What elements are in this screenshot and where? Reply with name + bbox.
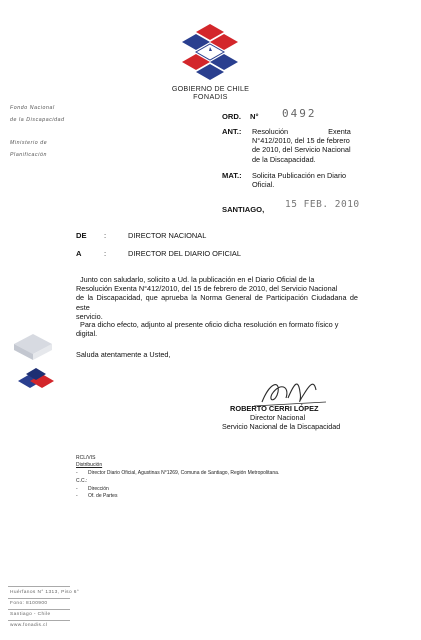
de-colon: : <box>104 231 107 240</box>
sidebar-line-4: Planificación <box>10 152 47 158</box>
footer-phone: Fono: 8100900 <box>10 601 48 606</box>
santiago-label: SANTIAGO, <box>222 205 265 214</box>
a-value: DIRECTOR DEL DIARIO OFICIAL <box>128 249 241 258</box>
cc-bullet-2: - <box>76 493 78 499</box>
initials: RCL/VIS <box>76 455 96 461</box>
signature-org: Servicio Nacional de la Discapacidad <box>222 422 341 431</box>
p1-line-4: servicio. <box>76 311 103 321</box>
sidebar-line-1: Fondo Nacional <box>10 105 55 111</box>
signature-title: Director Nacional <box>250 413 306 422</box>
date-stamp: 15 FEB. 2010 <box>285 199 360 210</box>
ord-label: ORD. <box>222 112 241 121</box>
distribution-line-1: Director Diario Oficial, Agustinas N°1269, Comuna de Santiago, Región Metropolitana. <box>88 470 280 476</box>
body-paragraph-1 <box>76 275 358 321</box>
sidebar-line-2: de la Discapacidad <box>10 117 65 123</box>
footer-website[interactable]: www.fonadis.cl <box>10 623 48 628</box>
mat-line-2: Oficial. <box>252 180 275 190</box>
cc-item-2: Of. de Partes <box>88 493 118 499</box>
ord-number-stamp: 0492 <box>282 107 317 120</box>
p2-line-1: Para dicho efecto, adjunto al presente oficio dicha resolución en formato físico y <box>80 320 339 329</box>
footer-rule-1 <box>8 586 70 587</box>
signature-name: ROBERTO CERRI LÓPEZ <box>230 404 319 413</box>
footer-rule-4 <box>8 620 70 621</box>
ant-line-4: de la Discapacidad. <box>252 154 316 164</box>
ant-label: ANT.: <box>222 127 242 136</box>
a-colon: : <box>104 249 107 258</box>
p1-line-2: Resolución Exenta N°412/2010, del 15 de febrero de 2010, del Servicio Nacional <box>76 284 338 294</box>
p1-line-3: de la Discapacidad, que aprueba la Norma General de Participación Ciudadana de este <box>76 293 358 312</box>
footer-rule-2 <box>8 598 70 599</box>
mat-label: MAT.: <box>222 171 242 180</box>
a-label: A <box>76 249 82 258</box>
de-value: DIRECTOR NACIONAL <box>128 231 207 240</box>
distribution-bullet: - <box>76 470 78 476</box>
ant-line-3: de 2010, del Servicio Nacional <box>252 145 351 155</box>
mat-text <box>252 171 358 189</box>
agency-line: FONADIS <box>193 92 228 101</box>
ant-word-1: Resolución Exenta <box>252 127 351 136</box>
ant-text <box>252 127 356 164</box>
body-paragraph-2 <box>76 320 358 338</box>
closing-line: Saluda atentamente a Usted, <box>76 350 171 359</box>
cc-bullet-1: - <box>76 486 78 492</box>
sidebar-line-3: Ministerio de <box>10 140 48 146</box>
fonadis-cube-graphic <box>8 332 58 392</box>
distribution-header: Distribución <box>76 462 103 468</box>
footer-address: Huérfanos N° 1313, Piso 6° <box>10 590 80 595</box>
cc-item-1: Dirección <box>88 486 109 492</box>
ord-n-label: N° <box>250 112 259 121</box>
p2-line-2: digital. <box>76 329 98 339</box>
de-label: DE <box>76 231 87 240</box>
footer-city: Santiago - Chile <box>10 612 51 617</box>
ant-line-2: N°412/2010, del 15 de febrero <box>252 136 350 146</box>
footer-rule-3 <box>8 609 70 610</box>
mat-line-1: Solicita Publicación en Diario <box>252 171 347 180</box>
cc-label: C.C.: <box>76 478 88 484</box>
p1-line-1: Junto con saludarlo, solicito a Ud. la publicación en el Diario Oficial de la <box>80 275 315 284</box>
gobierno-logo <box>178 22 242 84</box>
gov-line: GOBIERNO DE CHILE <box>171 84 250 93</box>
